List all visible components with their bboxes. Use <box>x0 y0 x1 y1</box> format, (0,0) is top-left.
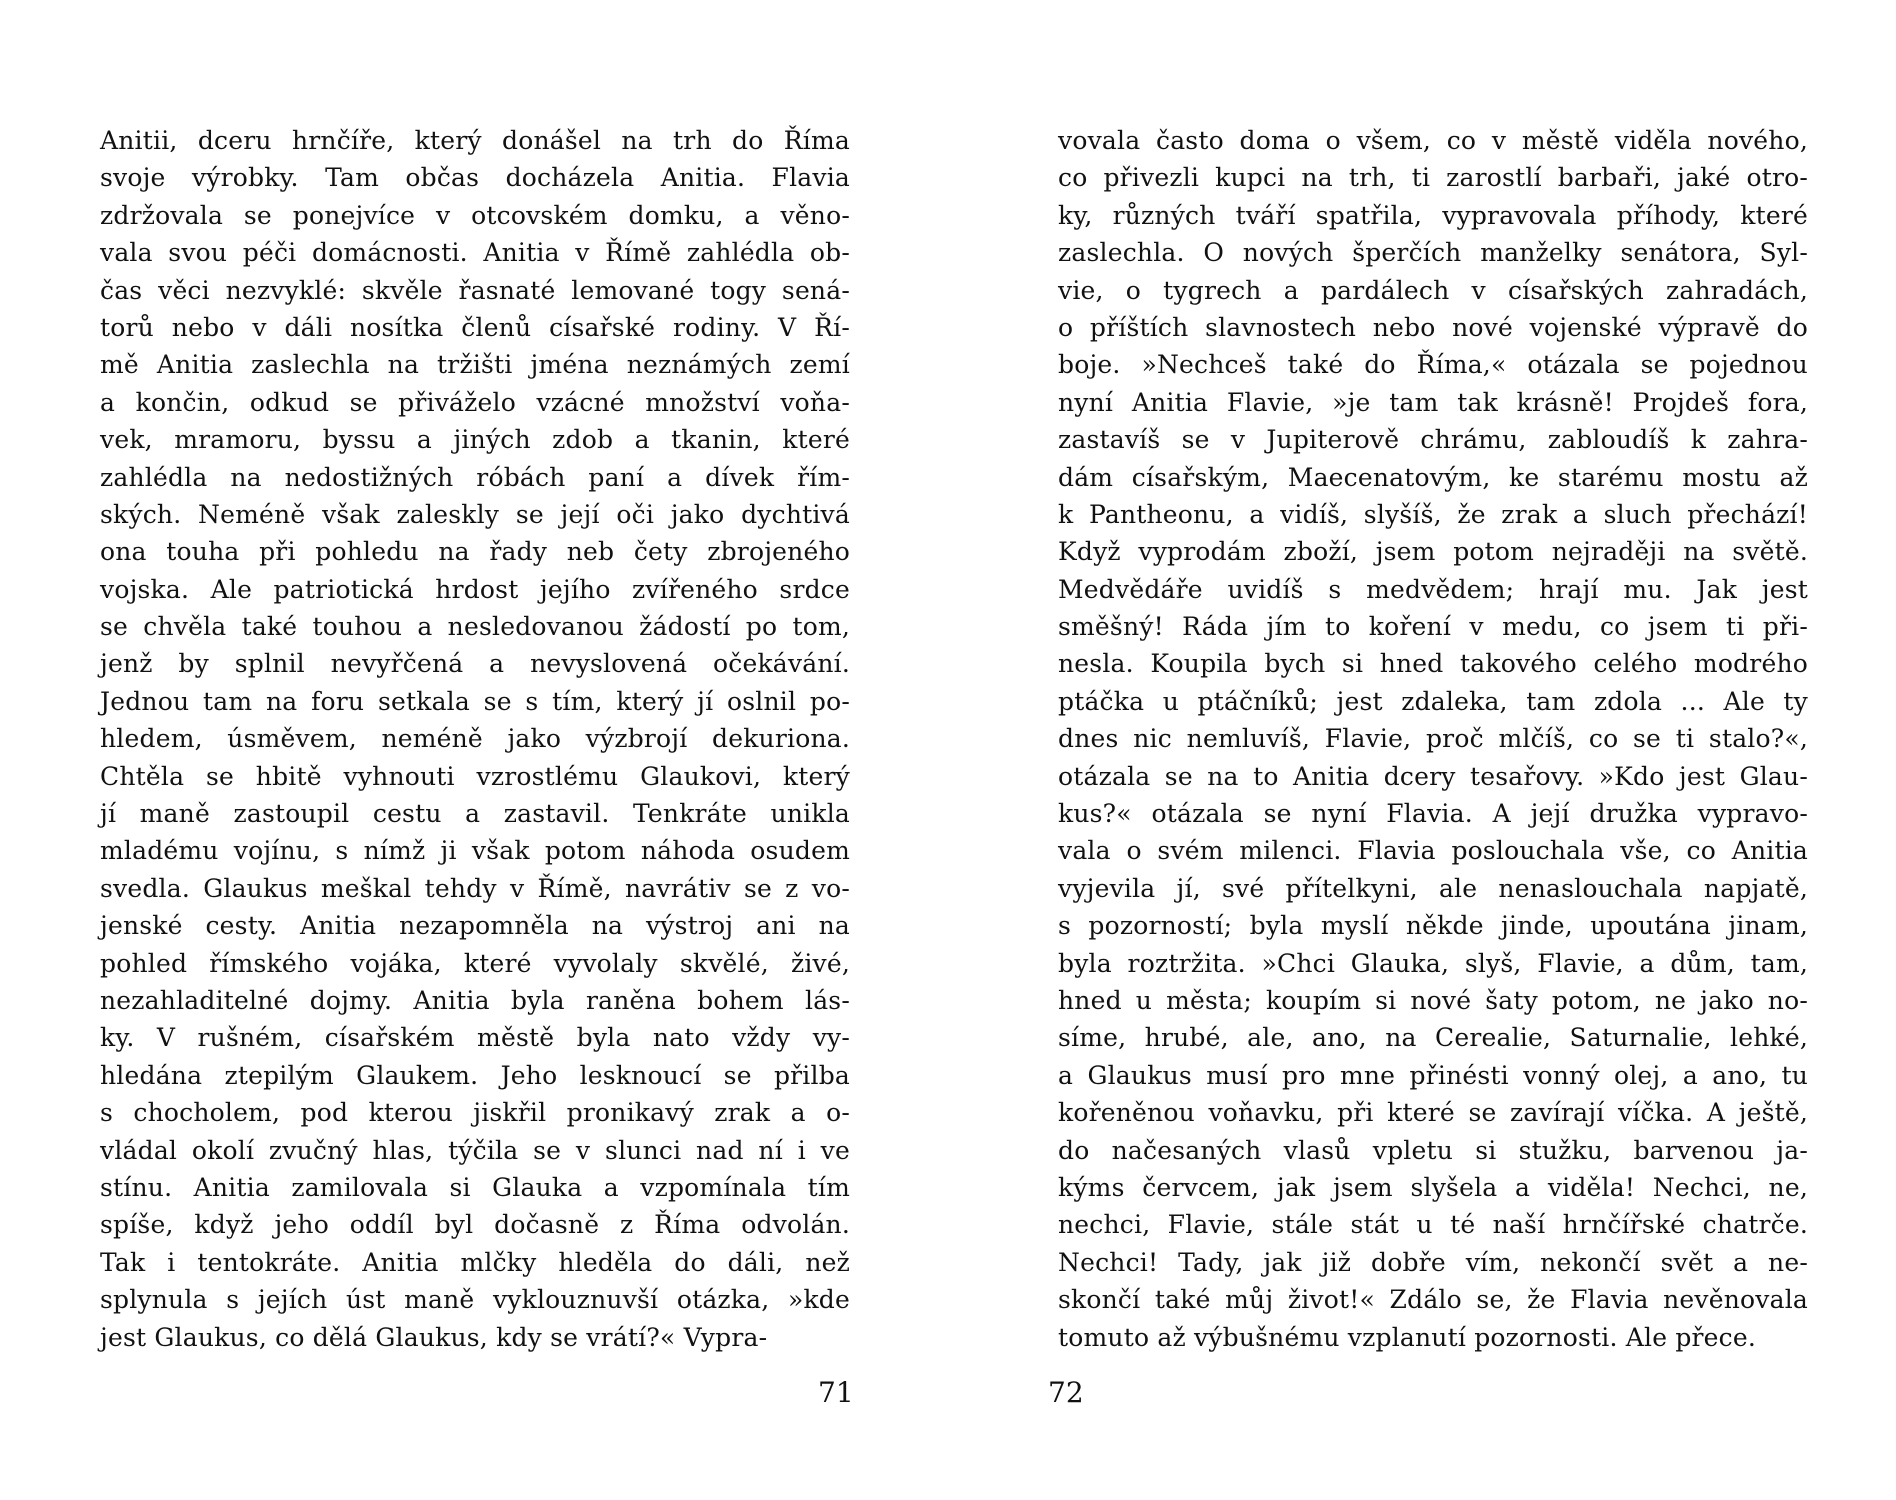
text-line: vek, mramoru, byssu a jiných zdob a tkanin, které <box>100 425 850 455</box>
text-line: zahlédla na nedostižných róbách paní a dívek řím- <box>100 462 850 492</box>
text-line: ských. Neméně však zaleskly se její oči jako dychtivá <box>100 499 850 529</box>
text-line: vyjevila jí, své přítelkyni, ale nenaslouchala napjatě, <box>1058 873 1808 903</box>
text-line: pohled římského vojáka, které vyvolaly skvělé, živé, <box>100 948 850 978</box>
text-line: nyní Anitia Flavie, »je tam tak krásně! Projdeš fora, <box>1058 387 1808 417</box>
text-line: svedla. Glaukus meškal tehdy v Římě, navrátiv se z vo- <box>100 873 850 903</box>
text-line: Jednou tam na foru setkala se s tím, který jí oslnil po- <box>100 686 850 716</box>
text-line: vovala často doma o všem, co v městě viděla nového, <box>1058 126 1808 155</box>
text-line: s chocholem, pod kterou jiskřil pronikavý zrak a o- <box>100 1098 850 1128</box>
text-line: vojska. Ale patriotická hrdost jejího zvířeného srdce <box>100 574 850 604</box>
left-page-text <box>100 122 850 1356</box>
text-line: a končin, odkud se přiváželo vzácné množství voňa- <box>100 387 850 417</box>
text-line: hledána ztepilým Glaukem. Jeho lesknoucí se přilba <box>100 1060 850 1090</box>
text-line: jí maně zastoupil cestu a zastavil. Tenkráte unikla <box>100 799 850 829</box>
text-line: Medvědáře uvidíš s medvědem; hrají mu. Jak jest <box>1058 574 1808 604</box>
text-line: boje. »Nechceš také do Říma,« otázala se pojednou <box>1058 350 1808 380</box>
text-line: nezahladitelné dojmy. Anitia byla raněna bohem lás- <box>100 985 850 1015</box>
text-line: vládal okolí zvučný hlas, týčila se v slunci nad ní i ve <box>100 1135 850 1165</box>
text-line: Nechci! Tady, jak již dobře vím, nekončí svět a ne- <box>1058 1247 1808 1277</box>
text-line: jenž by splnil nevyřčená a nevyslovená očekávání. <box>100 649 850 679</box>
text-line: nesla. Koupila bych si hned takového celého modrého <box>1058 649 1808 679</box>
text-line: mladému vojínu, s nímž ji však potom náhoda osudem <box>100 836 850 866</box>
text-line: kořeněnou voňavku, při které se zavírají víčka. A ještě, <box>1058 1098 1808 1128</box>
text-line: ona touha při pohledu na řady neb čety zbrojeného <box>100 537 850 567</box>
text-line: nechci, Flavie, stále stát u té naší hrnčířské chatrče. <box>1058 1210 1808 1240</box>
text-line: do načesaných vlasů vpletu si stužku, barvenou ja- <box>1058 1135 1808 1165</box>
text-line: dám císařským, Maecenatovým, ke starému mostu až <box>1058 462 1808 492</box>
text-line: ky. V rušném, císařském městě byla nato vždy vy- <box>100 1023 850 1053</box>
text-line: hledem, úsměvem, neméně jako výzbrojí dekuriona. <box>100 724 850 754</box>
text-line: Chtěla se hbitě vyhnouti vzrostlému Glaukovi, který <box>100 761 850 791</box>
text-line: vala svou péči domácnosti. Anitia v Římě zahlédla ob- <box>100 238 850 268</box>
text-line: splynula s jejích úst maně vyklouznuvší otázka, »kde <box>100 1285 850 1315</box>
text-line: ptáčka u ptáčníků; jest zdaleka, tam zdola ... Ale ty <box>1058 686 1808 716</box>
text-line: stínu. Anitia zamilovala si Glauka a vzpomínala tím <box>100 1172 850 1202</box>
text-line: vala o svém milenci. Flavia poslouchala vše, co Anitia <box>1058 836 1808 866</box>
text-line: zaslechla. O nových šperčích manželky senátora, Syl- <box>1058 238 1808 268</box>
text-line: jenské cesty. Anitia nezapomněla na výstroj ani na <box>100 911 850 941</box>
text-line: síme, hrubé, ale, ano, na Cerealie, Saturnalie, lehké, <box>1058 1023 1808 1053</box>
text-line: směšný! Ráda jím to koření v medu, co jsem ti při- <box>1058 612 1808 642</box>
text-line: ky, různých tváří spatřila, vypravovala příhody, které <box>1058 200 1808 230</box>
text-line: Když vyprodám zboží, jsem potom nejraději na světě. <box>1058 537 1808 567</box>
text-line: spíše, když jeho oddíl byl dočasně z Říma odvolán. <box>100 1210 850 1240</box>
text-line: kýms červcem, jak jsem slyšela a viděla! Nechci, ne, <box>1058 1172 1808 1202</box>
text-line: s pozorností; byla myslí někde jinde, upoutána jinam, <box>1058 911 1808 941</box>
text-line: co přivezli kupci na trh, ti zarostlí barbaři, jaké otro- <box>1058 163 1808 193</box>
left-page-number: 71 <box>818 1376 854 1409</box>
right-page-number: 72 <box>1048 1376 1084 1409</box>
text-line: torů nebo v dáli nosítka členů císařské rodiny. V Ří- <box>100 312 850 342</box>
text-line: kus?« otázala se nyní Flavia. A její družka vypravo- <box>1058 799 1808 829</box>
text-line: otázala se na to Anitia dcery tesařovy. »Kdo jest Glau- <box>1058 761 1808 791</box>
text-line: tomuto až výbušnému vzplanutí pozornosti. Ale přece. <box>1058 1322 1757 1352</box>
text-line: se chvěla také touhou a nesledovanou žádostí po tom, <box>100 612 850 642</box>
right-page <box>948 0 1896 1500</box>
text-line: skončí také můj život!« Zdálo se, že Flavia nevěnovala <box>1058 1285 1808 1315</box>
text-line: k Pantheonu, a vidíš, slyšíš, že zrak a sluch přechází! <box>1058 499 1808 529</box>
text-line: o příštích slavnostech nebo nové vojenské výpravě do <box>1058 312 1808 342</box>
text-line: čas věci nezvyklé: skvěle řasnaté lemované togy sená- <box>100 275 850 305</box>
text-line: Tak i tentokráte. Anitia mlčky hleděla do dáli, než <box>100 1247 850 1277</box>
text-line: byla roztržita. »Chci Glauka, slyš, Flavie, a dům, tam, <box>1058 948 1808 978</box>
text-line: zastavíš se v Jupiterově chrámu, zabloudíš k zahra- <box>1058 425 1808 455</box>
text-line: vie, o tygrech a pardálech v císařských zahradách, <box>1058 275 1808 305</box>
text-line: Anitii, dceru hrnčíře, který donášel na trh do Říma <box>100 126 850 155</box>
text-line: hned u města; koupím si nové šaty potom, ne jako no- <box>1058 985 1808 1015</box>
text-line: zdržovala se ponejvíce v otcovském domku, a věno- <box>100 200 850 230</box>
text-line: a Glaukus musí pro mne přinésti vonný olej, a ano, tu <box>1058 1060 1808 1090</box>
text-line: dnes nic nemluvíš, Flavie, proč mlčíš, co se ti stalo?«, <box>1058 724 1808 754</box>
text-line: mě Anitia zaslechla na tržišti jména neznámých zemí <box>100 350 850 380</box>
text-line: jest Glaukus, co dělá Glaukus, kdy se vrátí?« Vypra- <box>100 1322 768 1352</box>
text-line: svoje výrobky. Tam občas docházela Anitia. Flavia <box>100 163 850 193</box>
right-page-text <box>1058 122 1808 1356</box>
